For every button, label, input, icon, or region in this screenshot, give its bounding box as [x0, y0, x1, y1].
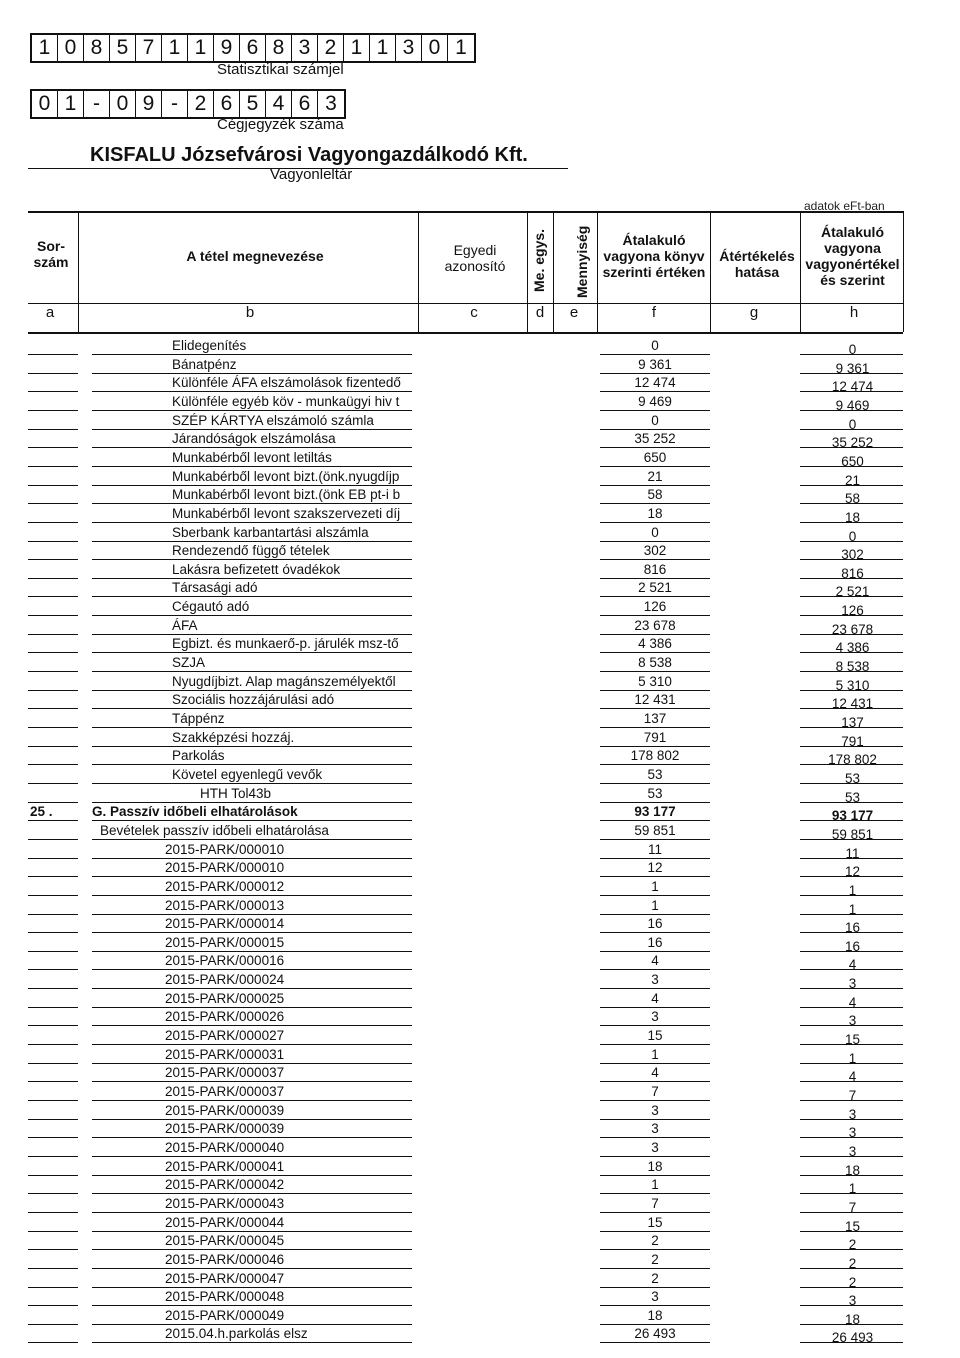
reg-digit: - [162, 91, 188, 117]
table-row [0, 1195, 960, 1213]
table-row [0, 468, 960, 486]
table-row [0, 1158, 960, 1176]
book-value: 18 [647, 1307, 663, 1323]
valuation-value: 0 [848, 528, 857, 544]
unit-note: adatok eFt-ban [804, 199, 885, 213]
valuation-value: 0 [848, 342, 857, 357]
book-value: 4 [651, 953, 659, 969]
book-value: 3 [651, 972, 659, 988]
registration-number-label: Cégjegyzék száma [217, 116, 344, 133]
item-name: 2015.04.h.parkolás elsz [165, 1326, 308, 1342]
table-row [0, 524, 960, 542]
reg-digit: 3 [325, 92, 337, 115]
header-e: Mennyiség [574, 225, 590, 298]
valuation-value: 4 [848, 1069, 857, 1085]
valuation-value: 816 [841, 565, 864, 581]
table-row [0, 990, 960, 1008]
book-value: 1 [651, 1046, 659, 1062]
item-name: Bánatpénz [172, 356, 237, 372]
book-value: 178 802 [630, 748, 680, 764]
item-name: SZÉP KÁRTYA elszámoló számla [172, 412, 374, 428]
item-name: 2015-PARK/000046 [165, 1251, 285, 1267]
table-row [0, 934, 960, 952]
valuation-value: 15 [844, 1218, 861, 1234]
reg-digit: 5 [240, 91, 266, 117]
valuation-value: 8 538 [835, 659, 870, 675]
valuation-value: 3 [848, 1125, 857, 1141]
book-value: 16 [647, 934, 663, 950]
item-name: 2015-PARK/000037 [165, 1065, 285, 1081]
item-name: Parkolás [172, 748, 225, 764]
book-value: 12 431 [634, 692, 676, 708]
company-name: KISFALU Józsefvárosi Vagyongazdálkodó Kft. [90, 144, 528, 166]
table-row [0, 337, 960, 355]
valuation-value: 5 310 [835, 677, 870, 693]
item-name: 2015-PARK/000048 [165, 1289, 285, 1305]
stat-digit: 1 [32, 35, 58, 61]
col-divider-2 [418, 211, 419, 332]
book-value: 16 [647, 916, 663, 932]
table-row [0, 1232, 960, 1253]
valuation-value: 2 [848, 1237, 857, 1253]
item-name: 2015-PARK/000044 [165, 1214, 285, 1230]
valuation-value: 650 [841, 453, 864, 469]
item-name: 2015-PARK/000015 [165, 934, 285, 950]
item-name: Követel egyenlegű vevők [172, 766, 323, 782]
valuation-value: 7 [848, 1088, 857, 1103]
letter-a: a [45, 304, 55, 321]
valuation-value: 9 469 [835, 397, 870, 413]
table-row [0, 841, 960, 859]
valuation-value: 53 [844, 789, 861, 805]
book-value: 791 [643, 729, 667, 745]
table-row [0, 430, 960, 451]
valuation-value: 7 [848, 1199, 857, 1215]
reg-digit: 2 [188, 91, 214, 117]
table-row [0, 1307, 960, 1325]
book-value: 3 [651, 1289, 659, 1305]
col-divider-6 [710, 211, 711, 332]
table-top-border [28, 211, 903, 213]
item-name: 2015-PARK/000037 [165, 1084, 285, 1099]
book-value: 9 361 [638, 356, 672, 372]
book-value: 23 678 [634, 617, 676, 633]
stat-digit: 3 [396, 35, 422, 61]
table-row [0, 654, 960, 675]
item-name: Társasági adó [172, 580, 258, 596]
table-row [0, 542, 960, 563]
valuation-value: 1 [848, 901, 857, 917]
valuation-value: 59 851 [831, 826, 874, 842]
item-name: 2015-PARK/000041 [165, 1158, 285, 1174]
valuation-value: 0 [848, 416, 857, 432]
stat-digit: 2 [318, 35, 344, 61]
item-name: 2015-PARK/000047 [165, 1270, 285, 1286]
table-row [0, 486, 960, 507]
item-name: 2015-PARK/000014 [165, 916, 285, 932]
book-value: 2 521 [638, 580, 672, 596]
header-c: Egyedi azonosító [444, 242, 506, 274]
row-number: 25 . [30, 804, 53, 820]
book-value: 93 177 [634, 804, 676, 820]
valuation-value: 93 177 [831, 808, 874, 824]
item-name: Lakásra befizetett óvadékok [172, 561, 341, 577]
stat-digit: 8 [266, 35, 292, 61]
table-row [0, 1251, 960, 1269]
reg-digit: 0 [32, 91, 58, 117]
col-divider-5 [597, 211, 598, 332]
valuation-value: 18 [844, 1311, 861, 1327]
header-b: A tétel megnevezése [186, 248, 324, 264]
book-value: 5 310 [638, 673, 672, 689]
item-name: Bevételek passzív időbeli elhatárolása [100, 822, 329, 838]
book-value: 0 [651, 524, 659, 540]
book-value: 3 [651, 1102, 659, 1118]
valuation-value: 3 [848, 1143, 857, 1159]
reg-digit: 6 [214, 91, 240, 117]
valuation-value: 1 [848, 1050, 857, 1066]
item-name: 2015-PARK/000026 [165, 1009, 285, 1025]
book-value: 650 [643, 449, 667, 465]
table-row [0, 1214, 960, 1232]
reg-digit: 1 [58, 91, 84, 117]
table-row [0, 1139, 960, 1157]
book-value: 302 [643, 543, 667, 559]
book-value: 2 [651, 1251, 659, 1267]
table-row [0, 1325, 960, 1346]
table-row [0, 449, 960, 467]
reg-digit: 6 [292, 91, 318, 117]
valuation-value: 178 802 [828, 752, 877, 768]
letter-d: d [535, 304, 545, 321]
book-value: 18 [647, 505, 663, 521]
table-row [0, 1046, 960, 1064]
table-row [0, 374, 960, 395]
book-value: 58 [647, 487, 663, 503]
table-row [0, 971, 960, 992]
item-name: Cégautó adó [172, 599, 250, 615]
letter-f: f [651, 304, 657, 321]
valuation-value: 23 678 [831, 621, 874, 637]
col-divider-1 [78, 211, 79, 332]
item-name: 2015-PARK/000039 [165, 1121, 285, 1137]
valuation-value: 16 [844, 920, 861, 936]
valuation-value: 4 386 [835, 640, 870, 656]
letter-g: g [749, 304, 759, 321]
book-value: 4 [651, 1065, 659, 1081]
item-name: G. Passzív időbeli elhatárolások [92, 804, 298, 820]
table-row [0, 1102, 960, 1120]
book-value: 126 [643, 599, 667, 615]
table-row [0, 673, 960, 691]
valuation-value: 2 521 [835, 584, 870, 600]
book-value: 15 [647, 1214, 663, 1230]
row-rule [92, 1342, 412, 1343]
table-row [0, 1083, 960, 1101]
book-value: 0 [651, 338, 659, 353]
table-row [0, 393, 960, 411]
stat-digit: 1 [455, 36, 467, 59]
reg-digit: 0 [110, 91, 136, 117]
table-row [0, 598, 960, 619]
book-value: 1 [651, 897, 659, 913]
item-name: 2015-PARK/000031 [165, 1046, 285, 1062]
book-value: 26 493 [634, 1326, 676, 1342]
item-name: 2015-PARK/000013 [165, 897, 285, 913]
table-row [0, 356, 960, 374]
reg-digit: 4 [266, 91, 292, 117]
book-value: 3 [651, 1121, 659, 1137]
book-value: 12 474 [634, 375, 676, 391]
item-name: Munkabérből levont letiltás [172, 449, 332, 465]
item-name: 2015-PARK/000043 [165, 1195, 285, 1211]
item-name: Sberbank karbantartási alszámla [172, 524, 369, 540]
item-name: Egbizt. és munkaerő-p. járulék msz-tő [172, 636, 399, 652]
item-name: 2015-PARK/000010 [165, 860, 285, 876]
table-row [0, 1120, 960, 1141]
book-value: 21 [647, 468, 663, 484]
valuation-value: 302 [841, 547, 864, 563]
table-row [0, 1176, 960, 1197]
letter-e: e [569, 304, 579, 321]
stat-digit: 3 [292, 35, 318, 61]
stat-digit: 5 [110, 35, 136, 61]
col-divider-7 [800, 211, 801, 332]
item-name: Szociális hozzájárulási adó [172, 692, 335, 708]
valuation-value: 126 [841, 603, 864, 619]
book-value: 12 [647, 860, 663, 876]
book-value: 53 [647, 766, 663, 782]
table-row [0, 1027, 960, 1048]
valuation-value: 137 [841, 715, 864, 730]
table-row [0, 729, 960, 747]
stat-digit: 0 [58, 35, 84, 61]
valuation-value: 12 431 [831, 696, 874, 712]
book-value: 2 [651, 1233, 659, 1249]
item-name: HTH Tol43b [200, 785, 272, 801]
book-value: 59 851 [634, 822, 676, 838]
item-name: 2015-PARK/000012 [165, 878, 285, 894]
valuation-value: 791 [841, 733, 864, 749]
header-f: Átalakuló vagyona könyv szerinti értéken [602, 232, 706, 280]
valuation-value: 3 [848, 976, 857, 992]
book-value: 4 [651, 990, 659, 1006]
letters-bottom-border [28, 332, 903, 334]
table-row [0, 952, 960, 973]
valuation-value: 1 [848, 1181, 857, 1197]
table-row [0, 1288, 960, 1309]
valuation-value: 53 [844, 770, 861, 786]
valuation-value: 9 361 [835, 360, 870, 376]
item-name: Munkabérből levont szakszervezeti díj [172, 505, 401, 521]
header-a: Sor- szám [33, 238, 69, 270]
book-value: 137 [643, 711, 667, 726]
item-name: 2015-PARK/000024 [165, 972, 285, 988]
item-name: 2015-PARK/000039 [165, 1102, 285, 1118]
reg-digit: - [84, 91, 110, 117]
stat-digit: 1 [162, 35, 188, 61]
letter-b: b [245, 304, 255, 321]
table-row [0, 785, 960, 803]
header-d: Me. egys. [531, 228, 547, 292]
item-name: Nyugdíjbizt. Alap magánszemélyektől [172, 673, 396, 689]
valuation-value: 2 [848, 1255, 857, 1271]
item-name: Munkabérből levont bizt.(önk EB pt-i b [172, 487, 401, 503]
book-value: 11 [647, 841, 662, 857]
letter-h: h [849, 304, 859, 321]
valuation-value: 3 [848, 1106, 857, 1122]
stat-digit: 6 [240, 35, 266, 61]
col-divider-3 [527, 211, 528, 332]
table-row [0, 505, 960, 523]
registration-number-boxes [30, 89, 346, 119]
valuation-value: 11 [845, 845, 860, 861]
table-row [0, 635, 960, 656]
stat-digit: 1 [188, 35, 214, 61]
book-value: 8 538 [638, 655, 672, 671]
item-name: Táppénz [172, 711, 225, 726]
valuation-value: 15 [844, 1032, 861, 1048]
table-row [0, 1008, 960, 1029]
header-h: Átalakuló vagyona vagyonértékel és szerint [805, 224, 900, 288]
letter-c: c [470, 304, 478, 321]
stat-digit: 1 [344, 35, 370, 61]
row-rule [800, 1342, 903, 1343]
item-name: 2015-PARK/000049 [165, 1307, 285, 1323]
book-value: 1 [651, 878, 659, 894]
stat-digit: 1 [370, 35, 396, 61]
item-name: Szakképzési hozzáj. [172, 729, 295, 745]
table-row [0, 1270, 960, 1288]
valuation-value: 18 [844, 509, 861, 525]
book-value: 816 [643, 561, 667, 577]
table-row [0, 766, 960, 784]
book-value: 53 [647, 785, 663, 801]
stat-digit: 9 [214, 35, 240, 61]
book-value: 0 [651, 412, 659, 428]
table-row [0, 561, 960, 579]
book-value: 2 [651, 1270, 659, 1286]
valuation-value: 58 [844, 491, 861, 507]
book-value: 3 [651, 1009, 659, 1025]
valuation-value: 4 [848, 994, 857, 1010]
item-name: 2015-PARK/000040 [165, 1139, 285, 1155]
header-g: Átértékelés hatása [719, 248, 795, 280]
book-value: 18 [647, 1158, 663, 1174]
valuation-value: 4 [848, 957, 857, 973]
valuation-value: 18 [844, 1162, 861, 1178]
item-name: 2015-PARK/000025 [165, 990, 285, 1006]
item-name: Különféle egyéb köv - munkaügyi hiv t [172, 393, 400, 409]
item-name: 2015-PARK/000010 [165, 841, 285, 857]
table-row [0, 1064, 960, 1085]
book-value: 4 386 [638, 636, 672, 652]
book-value: 35 252 [634, 431, 676, 447]
table-row [0, 747, 960, 768]
table-row [0, 617, 960, 635]
col-divider-8 [903, 211, 904, 332]
table-row [0, 803, 960, 824]
valuation-value: 12 474 [831, 379, 874, 395]
item-name: Munkabérből levont bizt.(önk.nyugdíjp [172, 468, 400, 484]
item-name: Rendezendő függő tételek [172, 543, 330, 559]
table-row [0, 691, 960, 712]
item-name: 2015-PARK/000027 [165, 1028, 285, 1044]
table-row [0, 822, 960, 840]
item-name: 2015-PARK/000045 [165, 1233, 285, 1249]
valuation-value: 12 [844, 864, 861, 880]
row-rule [28, 1342, 78, 1343]
item-name: Elidegenítés [172, 338, 247, 353]
book-value: 15 [647, 1028, 663, 1044]
book-value: 7 [651, 1195, 659, 1211]
stat-digit: 7 [136, 35, 162, 61]
stat-number-boxes [30, 33, 476, 63]
table-row [0, 859, 960, 880]
valuation-value: 1 [848, 882, 857, 898]
valuation-value: 3 [848, 1293, 857, 1309]
table-row [0, 412, 960, 430]
row-rule [600, 1342, 710, 1343]
table-row [0, 579, 960, 600]
col-divider-4 [553, 211, 554, 332]
valuation-value: 2 [848, 1274, 857, 1290]
valuation-value: 3 [848, 1013, 857, 1029]
item-name: Járandóságok elszámolása [172, 431, 336, 447]
stat-digit: 8 [84, 35, 110, 61]
valuation-value: 21 [844, 472, 861, 488]
table-row [0, 915, 960, 936]
book-value: 9 469 [638, 393, 672, 409]
stat-digit: 0 [422, 35, 448, 61]
valuation-value: 35 252 [831, 435, 874, 451]
document-subtitle: Vagyonleltár [270, 166, 353, 183]
reg-digit: 9 [136, 91, 162, 117]
valuation-value: 16 [844, 938, 861, 954]
table-row [0, 878, 960, 896]
item-name: 2015-PARK/000016 [165, 953, 285, 969]
item-name: SZJA [172, 655, 206, 671]
stat-number-label: Statisztikai számjel [217, 61, 344, 78]
item-name: 2015-PARK/000042 [165, 1177, 285, 1193]
book-value: 3 [651, 1139, 659, 1155]
book-value: 7 [651, 1084, 659, 1099]
table-row [0, 710, 960, 728]
item-name: ÁFA [172, 617, 198, 633]
table-row [0, 897, 960, 915]
valuation-value: 26 493 [831, 1330, 874, 1346]
item-name: Különféle ÁFA elszámolások fizentedő [172, 375, 401, 391]
book-value: 1 [651, 1177, 659, 1193]
